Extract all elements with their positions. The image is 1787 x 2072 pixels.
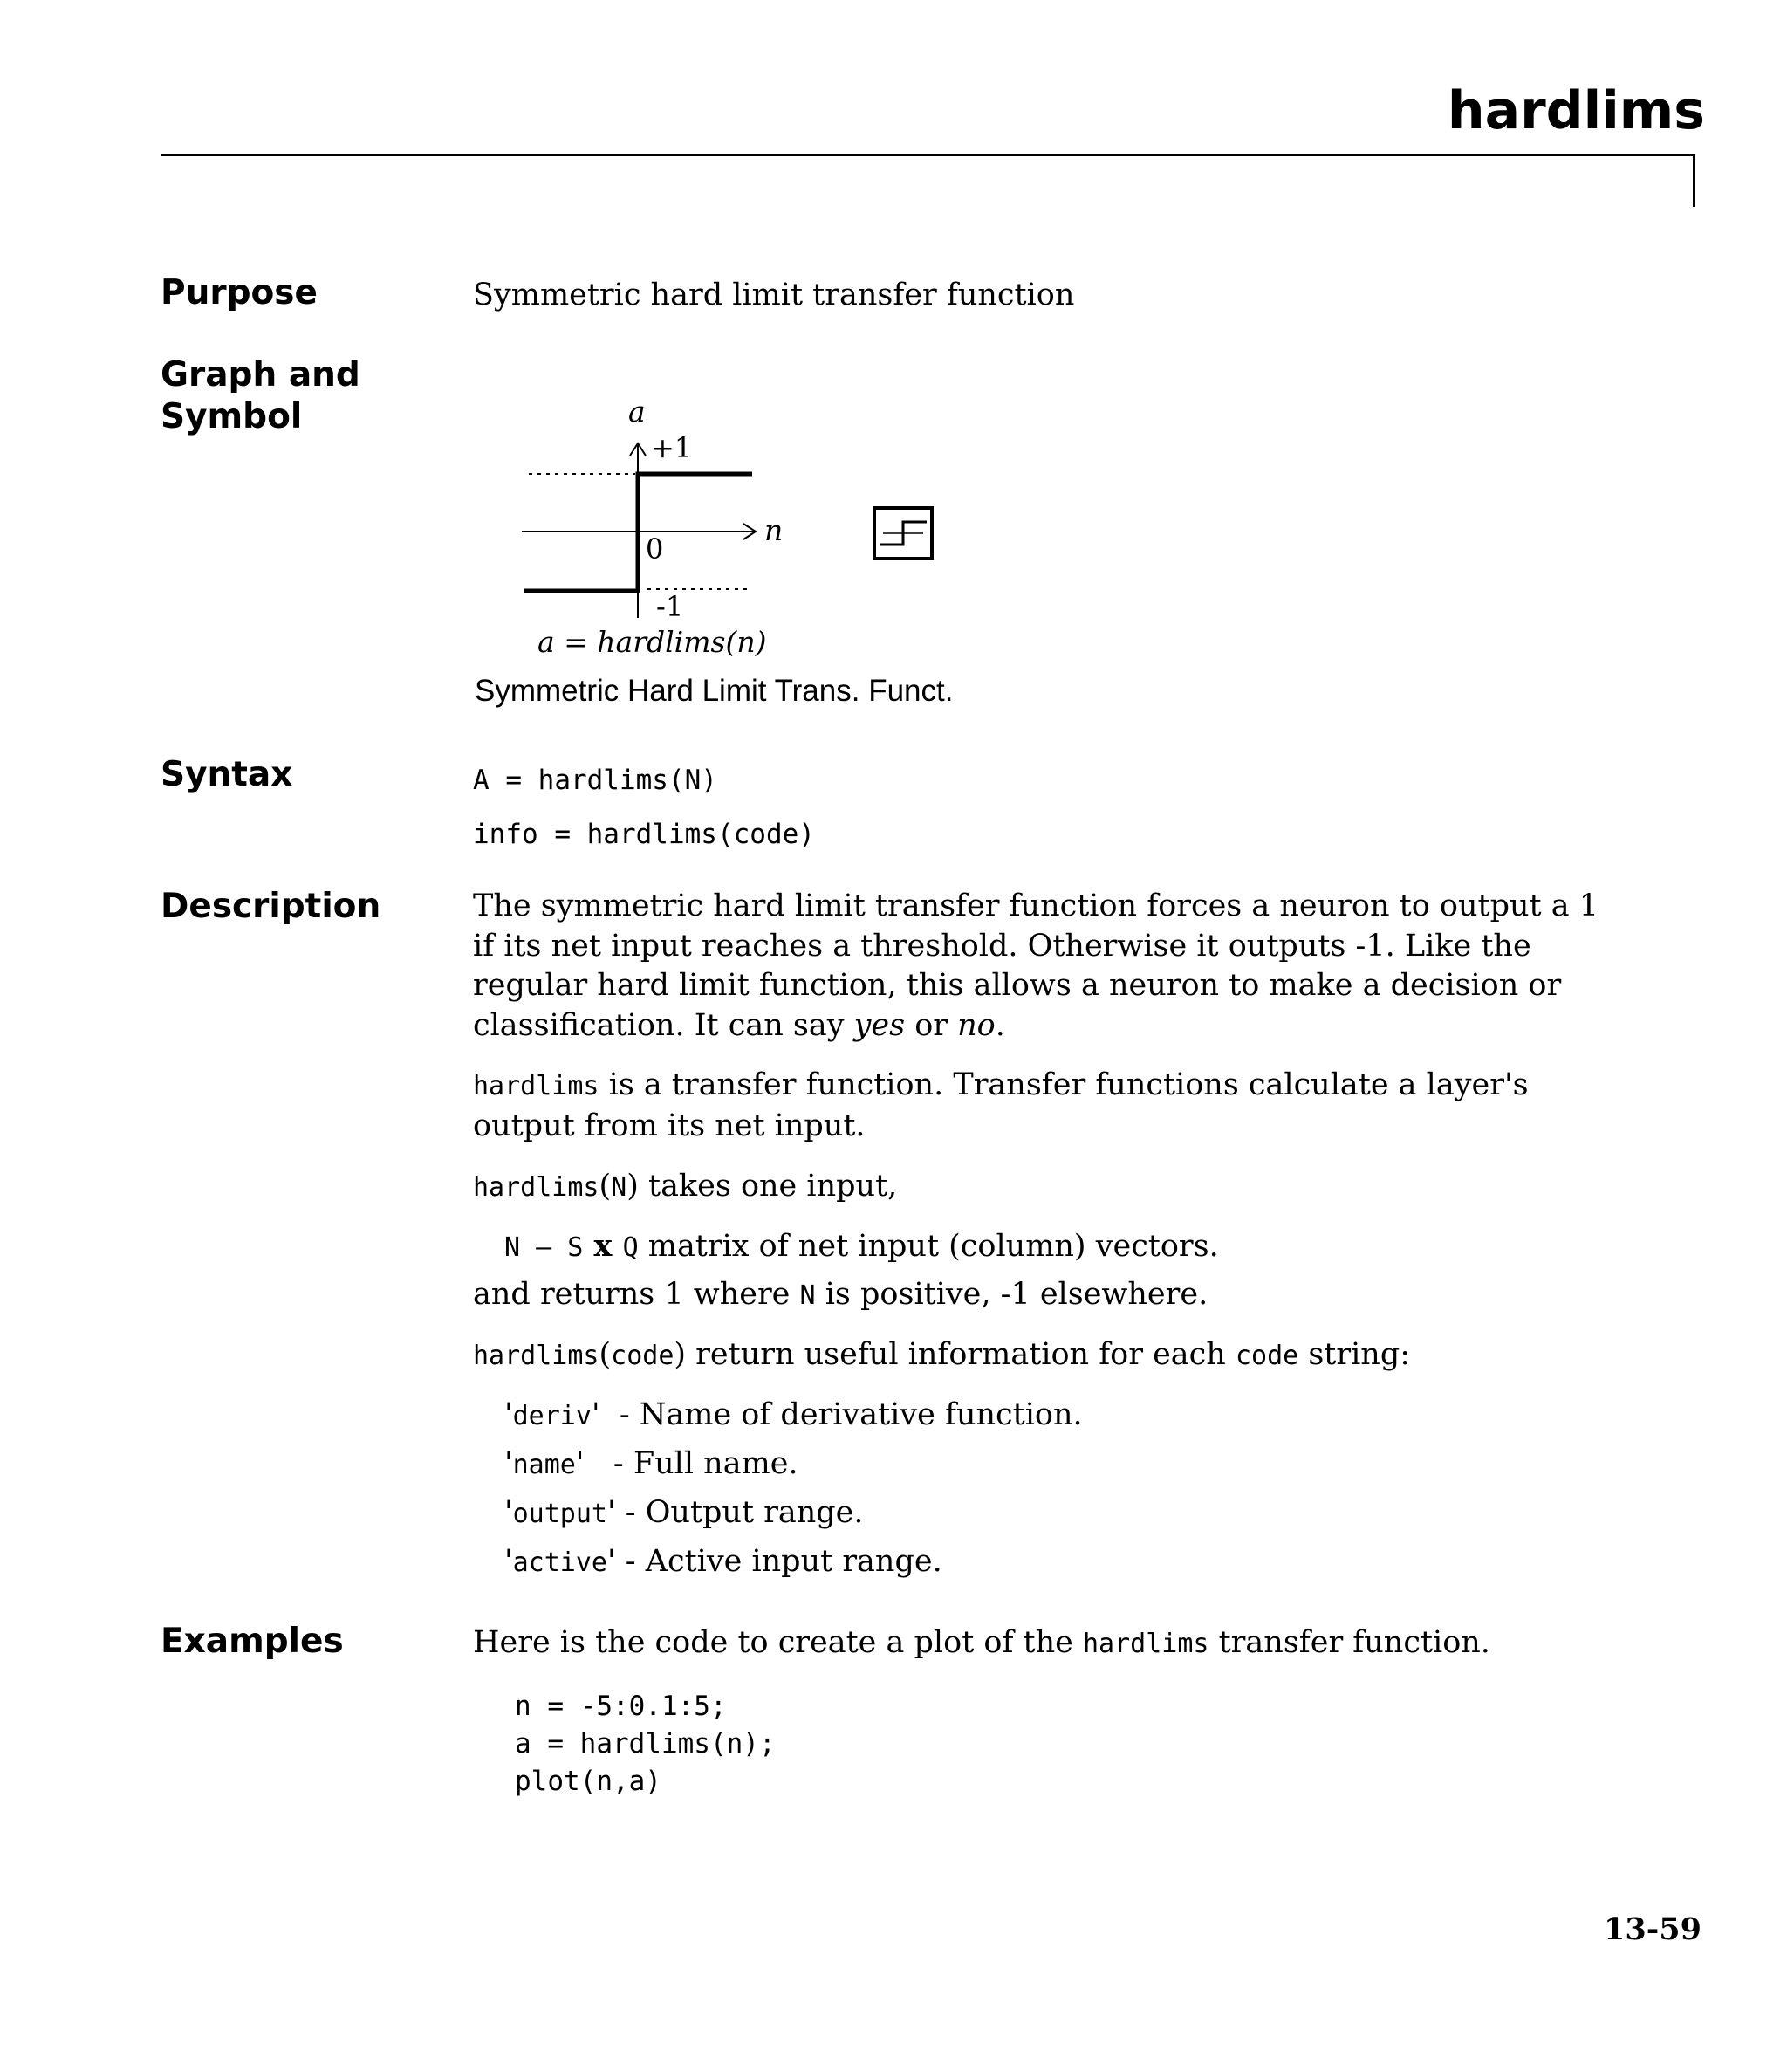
examples-intro: Here is the code to create a plot of the hardlims transfer function. bbox=[473, 1625, 1490, 1660]
code-option-name: 'name' - Full name. bbox=[504, 1446, 798, 1481]
example-code-line-3: plot(n,a) bbox=[515, 1766, 661, 1797]
syntax-line-1: A = hardlims(N) bbox=[473, 765, 717, 796]
argument-description: N – S x Q matrix of net input (column) vectors. bbox=[504, 1228, 1219, 1264]
graph-heading-line2: Symbol bbox=[161, 397, 303, 436]
description-paragraph-3: hardlims(N) takes one input, bbox=[473, 1169, 898, 1204]
graph-tick-plus1: +1 bbox=[651, 431, 693, 464]
returns-line: and returns 1 where N is positive, -1 elsewhere. bbox=[473, 1277, 1208, 1312]
code-option-deriv: 'deriv' - Name of derivative function. bbox=[504, 1397, 1083, 1432]
graph-equation: a = hardlims(n) bbox=[537, 625, 767, 659]
examples-heading: Examples bbox=[161, 1622, 344, 1661]
page-number: 13-59 bbox=[1604, 1911, 1701, 1947]
description-paragraph-2: hardlims is a transfer function. Transfer functions calculate a layer's output from its net input. bbox=[473, 1067, 1529, 1143]
graph-caption: Symmetric Hard Limit Trans. Funct. bbox=[475, 674, 954, 708]
graph-tick-minus1: -1 bbox=[656, 590, 684, 623]
graph-y-label: a bbox=[628, 395, 646, 429]
purpose-text: Symmetric hard limit transfer function bbox=[473, 278, 1075, 312]
syntax-heading: Syntax bbox=[161, 755, 293, 794]
example-code-line-1: n = -5:0.1:5; bbox=[515, 1691, 727, 1722]
description-paragraph-4: hardlims(code) return useful information for each code string: bbox=[473, 1337, 1411, 1372]
code-option-active: 'active' - Active input range. bbox=[504, 1544, 942, 1579]
description-heading: Description bbox=[161, 887, 381, 926]
example-code-line-2: a = hardlims(n); bbox=[515, 1728, 776, 1760]
purpose-heading: Purpose bbox=[161, 273, 318, 312]
syntax-line-2: info = hardlims(code) bbox=[473, 819, 815, 850]
description-paragraph-1: The symmetric hard limit transfer function forces a neuron to output a 1 if its net input reaches a threshold. Otherwise it outputs -1. Like the regular hard limit function, this allows a neuron to make a decision or classification. It can say yes or no. bbox=[473, 888, 1599, 1043]
graph-tick-zero: 0 bbox=[646, 532, 664, 566]
code-option-output: 'output' - Output range. bbox=[504, 1495, 864, 1530]
graph-heading-line1: Graph and bbox=[161, 355, 360, 395]
page-title: hardlims bbox=[1447, 80, 1705, 141]
word-no: no bbox=[957, 1007, 996, 1043]
graph-x-label: n bbox=[764, 513, 784, 547]
word-yes: yes bbox=[853, 1007, 906, 1043]
